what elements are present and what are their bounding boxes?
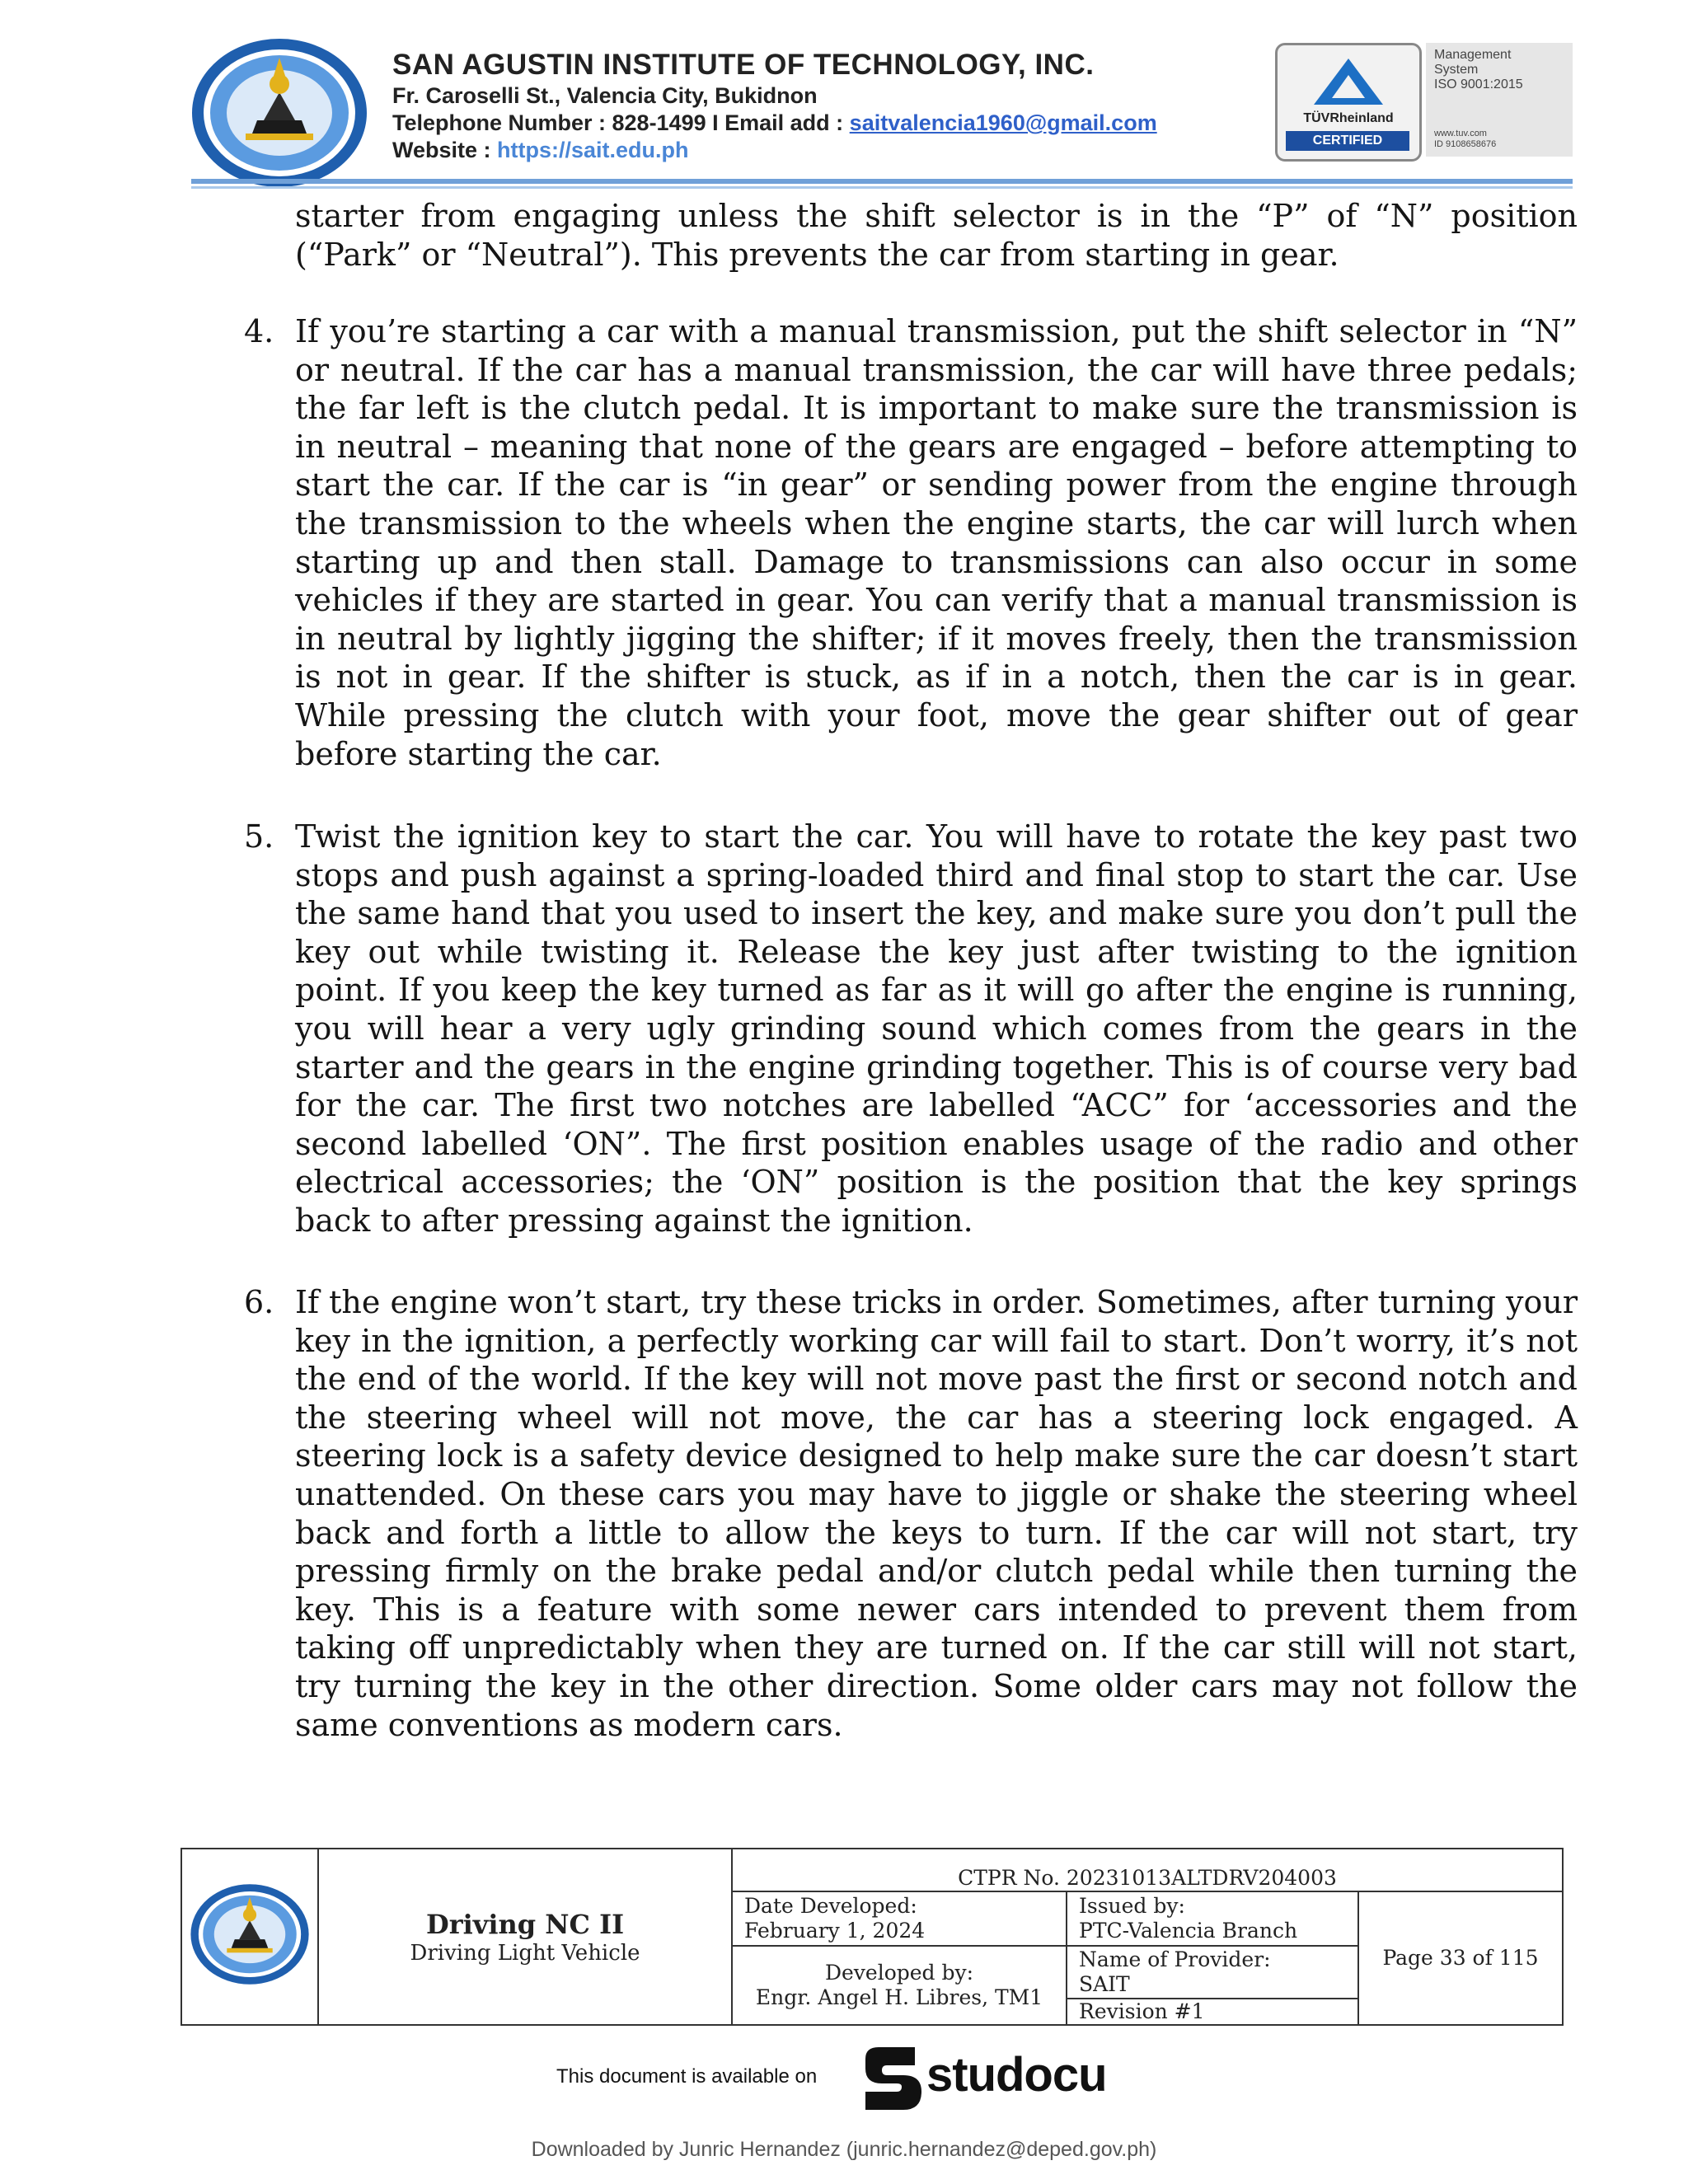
header-rule-thin [191,186,1573,189]
developed-label: Developed by: [824,1961,974,1985]
document-info-table [181,1848,1564,2026]
ctpr-number: CTPR No. 20231013ALTDRV204003 [732,1849,1563,1891]
revision: Revision #1 [1067,1999,1358,2025]
list-item-text: Twist the ignition key to start the car. You will have to rotate the key past two stops and push against a spring-loaded third and final stop to start the car. Use the same hand that you used to insert the key, and make sure you don’t pull the key out while twisting it. Release the key just after twisting to the ignition point. If you keep the key turned as far as it will go after the engine is running, you will hear a very ugly grinding sound which comes from the gears in the starter and the gears in the engine grinding together. This is of course very bad for the car. The first two notches are labelled “ACC” for ‘accessories and the second labelled ‘ON”. The first position enables usage of the radio and other electrical accessories; the ‘ON” position is the position that the key springs back to after pressing against the ignition. [295,818,1578,1239]
availability-text: This document is available on [556,2065,818,2088]
website-line [392,137,1157,164]
iso-standard: ISO 9001:2015 [1434,77,1523,91]
certified-label: CERTIFIED [1286,131,1409,151]
institution-header [392,48,1157,164]
course-subtitle: Driving Light Vehicle [410,1941,640,1966]
list-item-text: If the engine won’t start, try these tricks in order. Sometimes, after turning your key in the ignition, a perfectly working car will fail to start. Don’t worry, it’s not the end of the world. If the key will not move past the first or second notch and the steering wheel will not move, the car has a steering lock engaged. A steering lock is a safety device designed to help make sure the car doesn’t start unattended. On these cars you may have to jiggle or shake the steering wheel back and forth a little to allow the keys to turn. If the car will not start, try pressing firmly on the brake pedal and/or clutch pedal while then turning the key. This is a feature with some newer cars intended to prevent them from taking off unpredictably when they are turned on. If the car still will not start, try turning the key in the other direction. Some older cars may not follow the same conventions as modern cars. [295,1284,1578,1743]
school-seal-logo [188,35,371,191]
website-label: Website : [392,138,498,162]
issued-by-cell [1067,1891,1358,1946]
footer-logo-cell [181,1849,318,2025]
system-line: System [1434,63,1479,77]
download-notice: Downloaded by Junric Hernandez (junric.hernandez@deped.gov.ph) [531,2138,1157,2161]
studocu-brand: studocu [926,2048,1107,2102]
school-seal-logo [188,1877,312,1992]
item-number: 4. [244,313,274,349]
tuv-triangle-icon [1311,55,1386,108]
tuv-web: www.tuv.com [1434,129,1487,138]
email-link[interactable]: saitvalencia1960@gmail.com [849,110,1157,135]
date-value: February 1, 2024 [744,1919,926,1943]
course-title: Driving NC II [425,1909,625,1940]
item-number: 5. [244,818,274,855]
iso-system-box [1426,43,1573,157]
list-item [295,818,1578,1240]
date-label: Date Developed: [744,1894,917,1918]
developed-by-cell [732,1946,1067,2025]
system-line: Management [1434,48,1512,62]
tuv-certification-badge [1275,43,1422,162]
provider-cell [1067,1946,1358,1999]
list-item [295,312,1578,773]
contact-line [392,110,1157,137]
course-title-cell [318,1849,732,2025]
item-number: 6. [244,1284,274,1320]
list-item [295,1283,1578,1744]
provider-value: SAIT [1079,1972,1130,1996]
page-number: Page 33 of 115 [1358,1891,1563,2025]
tuv-id: ID 9108658676 [1434,139,1497,149]
issued-label: Issued by: [1079,1894,1185,1918]
list-item-text: If you’re starting a car with a manual transmission, put the shift selector in “N” or neutral. If the car has a manual transmission, the car will have three pedals; the far left is the clutch pedal. It is important to make sure the transmission is in neutral – meaning that none of the gears are engaged – before attempting to start the car. If the car is “in gear” or sending power from the engine through the transmission to the wheels when the engine starts, the car will lurch when starting up and then stall. Damage to transmissions can also occur in some vehicles if they are started in gear. You can verify that a manual transmission is in neutral by lightly jigging the shifter; if it moves freely, then the transmission is not in gear. If the shifter is stuck, as if in a notch, then the car is in gear. While pressing the clutch with your foot, move the gear shifter out of gear before starting the car. [295,313,1578,772]
website-link[interactable]: https://sait.edu.ph [497,138,689,162]
phone-label: Telephone Number : 828-1499 I Email add : [392,110,850,135]
institution-name: SAN AGUSTIN INSTITUTE OF TECHNOLOGY, INC. [392,49,1095,81]
developed-value: Engr. Angel H. Libres, TM1 [755,1985,1043,2009]
tuv-brand: TÜVRheinland [1303,111,1394,125]
continuation-paragraph [295,197,1578,274]
date-developed-cell [732,1891,1067,1946]
provider-label: Name of Provider: [1079,1947,1271,1971]
header-rule [191,179,1573,184]
issued-value: PTC-Valencia Branch [1079,1919,1298,1943]
paragraph-text: starter from engaging unless the shift selector is in the “P” of “N” position (“Park” or “Neutral”). This prevents the car from starting in gear. [295,198,1578,273]
institution-address: Fr. Caroselli St., Valencia City, Bukidnon [392,83,818,108]
